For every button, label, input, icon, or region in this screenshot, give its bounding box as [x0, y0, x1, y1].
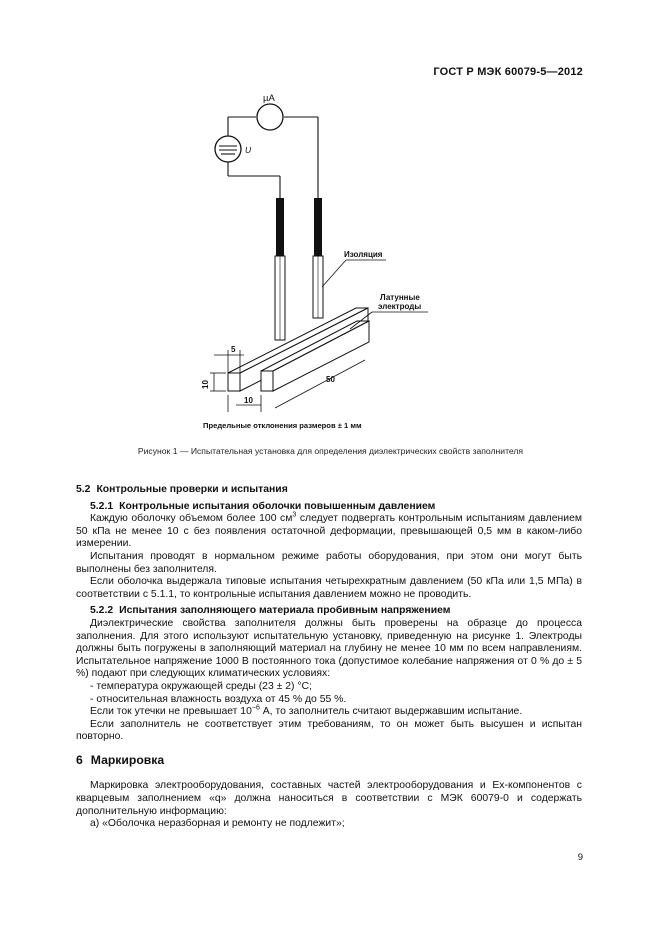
section-number: 6 [76, 752, 83, 767]
microammeter-label: µA [263, 93, 275, 104]
document-body [76, 484, 582, 831]
section-title: Контрольные проверки и испытания [96, 484, 288, 495]
section-title: Маркировка [90, 752, 165, 767]
dimension-5-label: 5 [231, 345, 236, 354]
tolerance-note: Предельные отклонения размеров ± 1 мм [203, 421, 362, 430]
paragraph: Испытания проводят в нормальном режиме работы оборудования, при этом они могут быть выполнены без заполнителя. [76, 550, 582, 575]
insulated-leads [275, 198, 323, 340]
list-item: а) «Оболочка неразборная и ремонту не подлежит»; [90, 818, 345, 830]
section-6-heading [76, 754, 582, 767]
paragraph: Если ток утечки не превышает $10^{-6}$ А, то заполнитель считают выдержавшим испытание. [90, 704, 523, 718]
insulation-callout [322, 250, 386, 287]
paragraph: Каждую оболочку объемом более 100 $см^3$ следует подвергать контрольным испытаниям давлением 50 кПа не менее 10 с без появления остаточной деформации, превышающей 0,5 мм в каком-либо измерении. [76, 511, 582, 550]
section-number: 5.2 [76, 484, 91, 495]
voltage-source-label: U [245, 145, 252, 155]
paragraph: Если оболочка выдержала типовые испытания четырехкратным давлением (50 кПа или 1,5 МПа) в соответствии с 5.1.1, то контрольные испытания давлением можно не проводить. [76, 576, 582, 600]
voltage-source-icon [215, 136, 252, 162]
section-title: Испытания заполняющего материала пробивным напряжением [119, 605, 451, 617]
list-item: - относительная влажность воздуха от 45 % до 55 %. [90, 693, 347, 705]
paragraph: Если заполнитель не соответствует этим требованиям, то он может быть высушен и испытан повторно. [76, 718, 582, 743]
section-5-2-2-heading [76, 605, 582, 618]
paragraph: Маркировка электрооборудования, составных частей электрооборудования и Ex-компонентов с кварцевым заполнением «q» должна наноситься в соответствии с МЭК 60079-0 и содержать дополнительную информацию: [76, 780, 582, 817]
section-5-2-heading [76, 484, 582, 497]
page-number: 9 [577, 852, 583, 863]
dimension-50-label: 50 [326, 375, 335, 384]
figure-caption: Рисунок 1 — Испытательная установка для определения диэлектрических свойств заполнителя [137, 446, 524, 456]
section-title: Контрольные испытания оболочки повышенным давлением [119, 500, 436, 512]
test-setup-figure [0, 80, 661, 440]
dimension-10-horizontal-label: 10 [244, 396, 253, 405]
section-5-2-1-heading [76, 501, 582, 514]
electrodes-label-line1: Латунные [380, 293, 420, 302]
insulation-label: Изоляция [344, 250, 383, 259]
section-number: 5.2.2 [90, 605, 114, 617]
document-header: ГОСТ Р МЭК 60079-5—2012 [433, 66, 583, 78]
dimension-10-vertical-label: 10 [201, 380, 210, 389]
list-item: - температура окружающей среды (23 ± 2) °С; [90, 680, 312, 692]
paragraph: Диэлектрические свойства заполнителя должны быть проверены на образце до процесса заполнения. Для этого используют испытательную установку, приведенную на рисунке 1. Электроды должны быть погружены в заполняющий материал на глубину не менее 10 мм по всем направлениям. Испытательное напряжение 1000 В постоянного тока (допустимое колебание напряжения от 0 % до ± 5 %) подают при следующих климатических условиях: [76, 617, 582, 680]
section-number: 5.2.1 [90, 500, 114, 512]
microammeter-icon [257, 93, 283, 130]
electrodes-label-line2: электроды [378, 302, 422, 311]
